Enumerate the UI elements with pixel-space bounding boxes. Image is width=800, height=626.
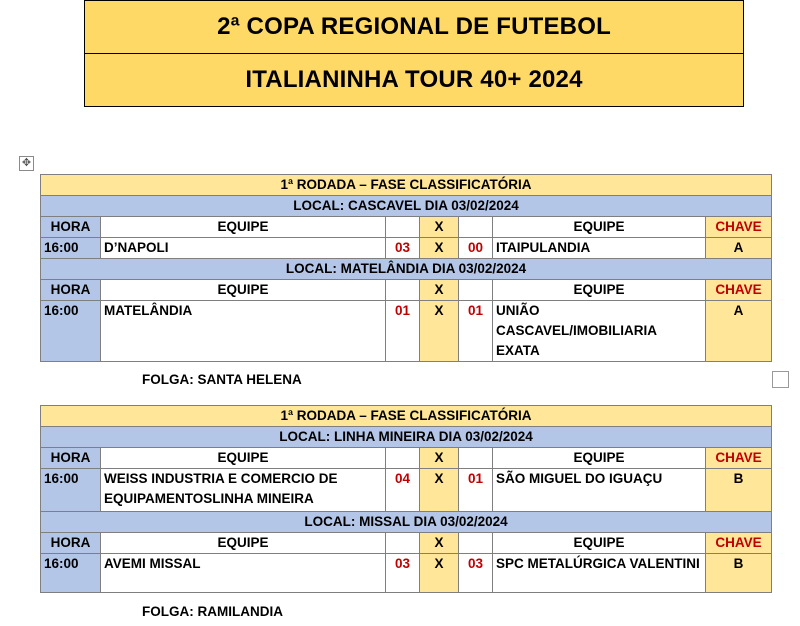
score-a-header: [386, 280, 420, 301]
local-label: LOCAL: MATELÂNDIA DIA 03/02/2024: [41, 259, 772, 280]
column-header-row: [41, 280, 772, 301]
score-b-header: [459, 280, 493, 301]
x-header: X: [420, 217, 459, 238]
local-label: LOCAL: LINHA MINEIRA DIA 03/02/2024: [41, 427, 772, 448]
versus-x: X: [420, 469, 459, 512]
equipe-header: EQUIPE: [493, 533, 706, 554]
team-b: ITAIPULANDIA: [493, 238, 706, 259]
local-label: LOCAL: CASCAVEL DIA 03/02/2024: [41, 196, 772, 217]
chave-value: A: [706, 301, 772, 362]
local-row: [41, 196, 772, 217]
page-subtitle: ITALIANINHA TOUR 40+ 2024: [84, 54, 744, 107]
equipe-header: EQUIPE: [493, 217, 706, 238]
game-time: 16:00: [41, 554, 101, 593]
game-time: 16:00: [41, 238, 101, 259]
resize-handle-icon[interactable]: [772, 371, 789, 388]
folga-label: FOLGA: RAMILANDIA: [142, 604, 283, 619]
hora-header: HORA: [41, 217, 101, 238]
page-title: 2ª COPA REGIONAL DE FUTEBOL: [84, 0, 744, 54]
equipe-header: EQUIPE: [493, 448, 706, 469]
versus-x: X: [420, 301, 459, 362]
hora-header: HORA: [41, 280, 101, 301]
x-header: X: [420, 448, 459, 469]
local-label: LOCAL: MISSAL DIA 03/02/2024: [41, 512, 772, 533]
game-row: [41, 238, 772, 259]
hora-header: HORA: [41, 448, 101, 469]
team-b: SPC METALÚRGICA VALENTINI: [493, 554, 706, 593]
score-a: 04: [386, 469, 420, 512]
column-header-row: [41, 533, 772, 554]
chave-header: CHAVE: [706, 280, 772, 301]
schedule-table-1: [40, 174, 772, 362]
score-b-header: [459, 533, 493, 554]
equipe-header: EQUIPE: [101, 448, 386, 469]
move-arrows-icon[interactable]: ✥: [19, 156, 34, 171]
round-title: 1ª RODADA – FASE CLASSIFICATÓRIA: [41, 175, 772, 196]
game-time: 16:00: [41, 301, 101, 362]
game-row: [41, 301, 772, 362]
team-a: D’NAPOLI: [101, 238, 386, 259]
column-header-row: [41, 217, 772, 238]
folga-label: FOLGA: SANTA HELENA: [142, 372, 302, 387]
local-row: [41, 259, 772, 280]
score-a-header: [386, 533, 420, 554]
chave-header: CHAVE: [706, 217, 772, 238]
x-header: X: [420, 280, 459, 301]
team-b: UNIÃO CASCAVEL/IMOBILIARIA EXATA: [493, 301, 706, 362]
versus-x: X: [420, 238, 459, 259]
team-b: SÃO MIGUEL DO IGUAÇU: [493, 469, 706, 512]
team-a: AVEMI MISSAL: [101, 554, 386, 593]
equipe-header: EQUIPE: [101, 280, 386, 301]
round-header-row: [41, 175, 772, 196]
chave-value: B: [706, 469, 772, 512]
chave-header: CHAVE: [706, 533, 772, 554]
equipe-header: EQUIPE: [101, 217, 386, 238]
score-b: 00: [459, 238, 493, 259]
round-title: 1ª RODADA – FASE CLASSIFICATÓRIA: [41, 406, 772, 427]
score-b-header: [459, 448, 493, 469]
local-row: [41, 512, 772, 533]
x-header: X: [420, 533, 459, 554]
score-a: 03: [386, 238, 420, 259]
chave-header: CHAVE: [706, 448, 772, 469]
schedule-table-2: [40, 405, 772, 593]
team-a: WEISS INDUSTRIA E COMERCIO DE EQUIPAMENTOSLINHA MINEIRA: [101, 469, 386, 512]
game-time: 16:00: [41, 469, 101, 512]
score-b: 01: [459, 469, 493, 512]
round-header-row: [41, 406, 772, 427]
game-row: [41, 554, 772, 593]
chave-value: A: [706, 238, 772, 259]
score-b: 01: [459, 301, 493, 362]
score-a-header: [386, 448, 420, 469]
score-b-header: [459, 217, 493, 238]
score-a-header: [386, 217, 420, 238]
team-a: MATELÂNDIA: [101, 301, 386, 362]
hora-header: HORA: [41, 533, 101, 554]
game-row: [41, 469, 772, 512]
chave-value: B: [706, 554, 772, 593]
score-a: 01: [386, 301, 420, 362]
local-row: [41, 427, 772, 448]
title-block: [84, 0, 744, 107]
column-header-row: [41, 448, 772, 469]
score-b: 03: [459, 554, 493, 593]
equipe-header: EQUIPE: [101, 533, 386, 554]
equipe-header: EQUIPE: [493, 280, 706, 301]
versus-x: X: [420, 554, 459, 593]
score-a: 03: [386, 554, 420, 593]
